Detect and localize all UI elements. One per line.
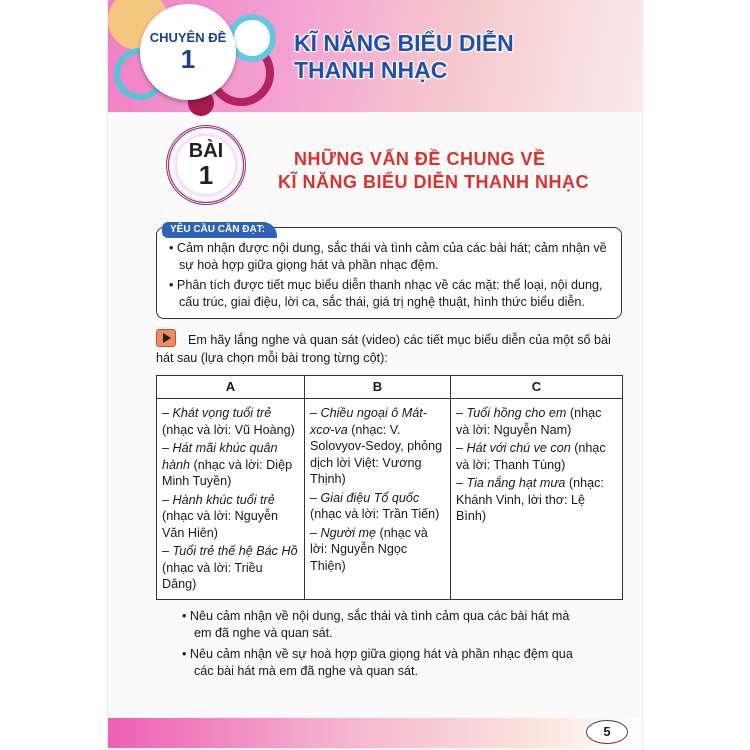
footer-band	[108, 718, 642, 748]
question-text: Nêu cảm nhận về nội dung, sắc thái và tình cảm qua các bài hát mà em đã nghe và quan sát.	[189, 608, 570, 640]
song-credit: (nhạc và lời: Vũ Hoàng)	[162, 422, 295, 437]
requirement-text: Phân tích được tiết mục biểu diễn thanh nhạc về các mặt: thể loại, nội dung, cấu trúc, giai điệu, lời ca, sắc thái, giá trị nghệ thuật, hình thức biểu diễn.	[176, 278, 603, 309]
lesson-title-line1: NHỮNG VẤN ĐỀ CHUNG VỀ	[294, 149, 546, 169]
song-credit: (nhạc và lời: Nguyễn Nam)	[456, 406, 602, 437]
requirement-item: • Cảm nhận được nội dung, sắc thái và tình cảm của các bài hát; cảm nhận về sự hoà hợp giữa giọng hát và phần nhạc đệm.	[169, 241, 607, 272]
task-instruction	[156, 329, 622, 367]
song-credit: (nhạc: V. Solovyov-Sedoy, phỏng dịch lời Việt: Vương Thịnh)	[310, 422, 443, 486]
song-item	[456, 405, 618, 438]
lesson-label: BÀI	[188, 140, 224, 162]
song-item	[162, 405, 300, 438]
topic-label: CHUYÊN ĐỀ	[149, 30, 227, 45]
lesson-title	[278, 148, 589, 194]
task-text: Em hãy lắng nghe và quan sát (video) các tiết mục biểu diễn của một số bài hát sau (lựa chọn mỗi bài trong từng cột):	[156, 333, 611, 365]
song-title: – Hành khúc tuổi trẻ	[162, 492, 275, 507]
song-title: – Hát với chú ve con	[456, 441, 571, 455]
song-credit: (nhạc và lời: Diệp Minh Tuyền)	[162, 457, 293, 488]
column-cell-a	[157, 399, 305, 600]
song-item	[310, 525, 446, 575]
column-cell-c	[451, 399, 623, 600]
question-list	[156, 608, 582, 684]
table-row	[157, 399, 623, 600]
requirements-box	[156, 227, 622, 319]
song-item	[162, 543, 300, 593]
song-title: – Tuổi trẻ thế hệ Bác Hồ	[162, 544, 298, 558]
question-item: • Nêu cảm nhận về nội dung, sắc thái và tình cảm qua các bài hát mà em đã nghe và quan sát.	[182, 608, 570, 640]
lesson-title-line2: KĨ NĂNG BIỂU DIỄN THANH NHẠC	[278, 172, 589, 192]
song-credit: (nhạc và lời: Nguyễn Văn Hiên)	[162, 509, 279, 540]
play-icon	[156, 329, 176, 347]
column-cell-b	[305, 399, 451, 600]
requirements-tag: YÊU CẦU CẦN ĐẠT:	[162, 222, 277, 238]
topic-number: 1	[180, 44, 196, 74]
song-title: – Khát vọng tuổi trẻ	[162, 406, 272, 420]
song-title: – Tia nắng hạt mưa	[456, 476, 566, 490]
song-item	[310, 405, 446, 488]
song-title: – Giai điệu Tổ quốc	[310, 490, 420, 505]
song-item	[310, 490, 446, 523]
song-item	[162, 492, 300, 542]
question-text: Nêu cảm nhận về sự hoà hợp giữa giọng hát và phần nhạc đệm qua các bài hát mà em đã nghe và quan sát.	[189, 646, 573, 678]
requirement-text: Cảm nhận được nội dung, sắc thái và tình cảm của các bài hát; cảm nhận về sự hoà hợp giữa giọng hát và phần nhạc đệm.	[176, 241, 607, 272]
song-title: – Tuổi hồng cho em	[456, 406, 567, 420]
song-title: – Người mẹ	[310, 525, 376, 540]
song-credit: (nhạc: Khánh Vinh, lời thơ: Lệ Bình)	[456, 476, 604, 523]
topic-badge	[140, 4, 236, 100]
column-header-a: A	[157, 376, 305, 399]
song-item	[456, 440, 618, 473]
topic-title-line2: THANH NHẠC	[294, 57, 448, 83]
lesson-number: 1	[198, 160, 214, 190]
requirements-section	[156, 222, 622, 319]
song-title: – Chiều ngoại ô Mát-xcơ-va	[310, 406, 427, 437]
song-table	[156, 375, 623, 600]
column-header-b: B	[305, 376, 451, 399]
song-item	[456, 475, 618, 525]
lesson-badge	[166, 125, 246, 205]
song-credit: (nhạc và lời: Trần Tiến)	[310, 507, 440, 521]
requirement-item: • Phân tích được tiết mục biểu diễn thanh nhạc về các mặt: thể loại, nội dung, cấu trúc, giai điệu, lời ca, sắc thái, giá trị nghệ thuật, hình thức biểu diễn.	[169, 278, 603, 309]
song-title: – Hát mãi khúc quân hành	[162, 441, 278, 472]
song-credit: (nhạc và lời: Thanh Tùng)	[456, 441, 606, 472]
song-item	[162, 440, 300, 490]
topic-title-line1: KĨ NĂNG BIỂU DIỄN	[294, 30, 514, 56]
song-credit: (nhạc và lời: Triều Dâng)	[162, 560, 263, 591]
question-item: • Nêu cảm nhận về sự hoà hợp giữa giọng hát và phần nhạc đệm qua các bài hát mà em đã nghe và quan sát.	[182, 646, 573, 678]
page-number: 5	[586, 720, 628, 744]
textbook-page	[108, 0, 642, 750]
column-header-c: C	[451, 376, 623, 399]
topic-title	[294, 30, 514, 84]
song-credit: (nhạc và lời: Nguyễn Ngọc Thiện)	[310, 525, 428, 573]
content-flow	[156, 222, 622, 684]
